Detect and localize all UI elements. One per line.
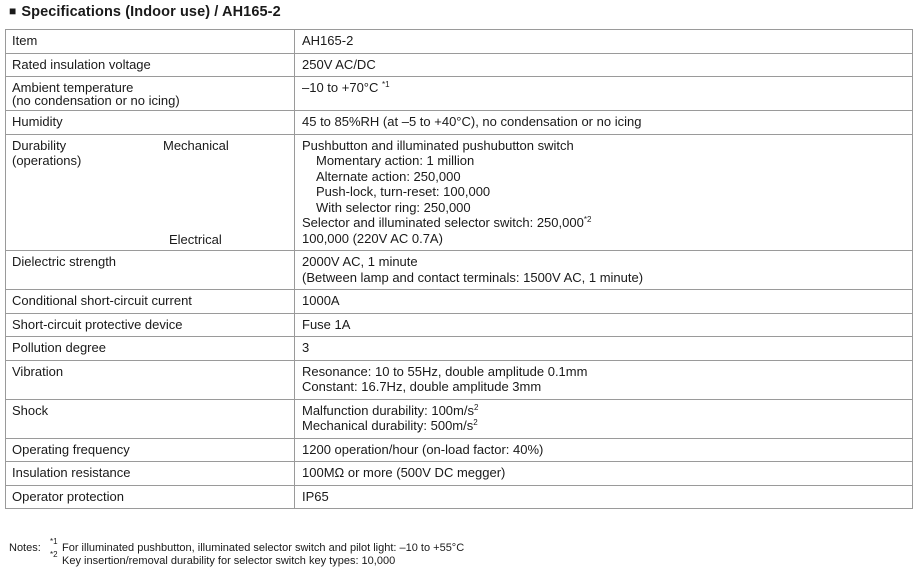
row-value bbox=[295, 134, 913, 251]
row-value: 3 bbox=[295, 337, 913, 361]
ambient-label-sub: (no condensation or no icing) bbox=[12, 93, 180, 108]
row-label: Vibration bbox=[6, 360, 295, 399]
table-row-pollution-degree bbox=[6, 337, 913, 361]
vibration-line: Resonance: 10 to 55Hz, double amplitude 0.1mm bbox=[302, 363, 588, 379]
footnotes bbox=[9, 537, 465, 568]
row-value: 250V AC/DC bbox=[295, 53, 913, 77]
footnote-ref-1: *1 bbox=[382, 80, 390, 89]
notes-label: Notes: bbox=[9, 542, 41, 554]
mechanical-label: Mechanical bbox=[163, 137, 229, 153]
table-row-item bbox=[6, 30, 913, 54]
row-label: Insulation resistance bbox=[6, 462, 295, 486]
table-row-rated-voltage bbox=[6, 53, 913, 77]
shock-line: Malfunction durability: 100m/s bbox=[302, 402, 474, 418]
table-row-durability bbox=[6, 134, 913, 251]
footnote-text: Key insertion/removal durability for selector switch key types: 10,000 bbox=[62, 555, 396, 567]
durability-line: Push-lock, turn-reset: 100,000 bbox=[316, 184, 491, 199]
durability-label: Durability bbox=[12, 137, 67, 153]
exponent: 2 bbox=[473, 418, 478, 427]
table-row-operating-frequency bbox=[6, 438, 913, 462]
row-value: 100MΩ or more (500V DC megger) bbox=[295, 462, 913, 486]
section-title bbox=[9, 4, 281, 20]
row-label: Operating frequency bbox=[6, 438, 295, 462]
row-label: Operator protection bbox=[6, 485, 295, 509]
row-value: 1000A bbox=[295, 290, 913, 314]
table-row-shock bbox=[6, 399, 913, 438]
footnote-item bbox=[9, 537, 465, 555]
row-label bbox=[6, 77, 295, 111]
durability-line: With selector ring: 250,000 bbox=[316, 199, 471, 215]
vibration-line: Constant: 16.7Hz, double amplitude 3mm bbox=[302, 379, 542, 394]
exponent: 2 bbox=[473, 402, 479, 412]
durability-line: Pushbutton and illuminated pushubutton switch bbox=[302, 137, 574, 153]
row-label: Pollution degree bbox=[6, 337, 295, 361]
specifications-table bbox=[5, 29, 913, 509]
table-row-ambient-temperature bbox=[6, 77, 913, 111]
footnote-item bbox=[9, 550, 464, 568]
ambient-value: –10 to +70°C bbox=[302, 80, 383, 95]
square-bullet-icon: ■ bbox=[9, 4, 17, 18]
footnote-mark: *2 bbox=[50, 550, 58, 559]
durability-line: 100,000 (220V AC 0.7A) bbox=[302, 230, 443, 246]
durability-line: Selector and illuminated selector switch: 250,000 bbox=[302, 215, 584, 230]
ambient-label: Ambient temperature bbox=[12, 80, 134, 95]
row-label: Conditional short-circuit current bbox=[6, 290, 295, 314]
durability-line: Alternate action: 250,000 bbox=[316, 168, 461, 184]
row-value: 1200 operation/hour (on-load factor: 40%) bbox=[295, 438, 913, 462]
row-value bbox=[295, 251, 913, 290]
dielectric-line: 2000V AC, 1 minute bbox=[302, 254, 418, 269]
row-value bbox=[295, 77, 913, 111]
table-row-vibration bbox=[6, 360, 913, 399]
row-value: 45 to 85%RH (at –5 to +40°C), no condensation or no icing bbox=[295, 111, 913, 135]
row-value bbox=[295, 399, 913, 438]
footnote-ref-2: *2 bbox=[583, 215, 592, 224]
row-label: Item bbox=[6, 30, 295, 54]
table-row-short-circuit-device bbox=[6, 313, 913, 337]
table-row-insulation-resistance bbox=[6, 462, 913, 486]
row-value bbox=[295, 360, 913, 399]
row-value: IP65 bbox=[295, 485, 913, 509]
durability-line: Momentary action: 1 million bbox=[316, 153, 475, 168]
row-label: Shock bbox=[6, 399, 295, 438]
section-title-text: Specifications (Indoor use) / AH165-2 bbox=[21, 4, 281, 20]
dielectric-line: (Between lamp and contact terminals: 1500V AC, 1 minute) bbox=[302, 269, 644, 285]
row-value: Fuse 1A bbox=[295, 313, 913, 337]
table-row-dielectric-strength bbox=[6, 251, 913, 290]
row-label bbox=[6, 134, 295, 251]
footnote-mark: *1 bbox=[50, 537, 58, 546]
table-row-operator-protection bbox=[6, 485, 913, 509]
row-label: Dielectric strength bbox=[6, 251, 295, 290]
shock-line: Mechanical durability: 500m/s bbox=[302, 418, 474, 433]
footnote-text: For illuminated pushbutton, illuminated selector switch and pilot light: –10 to +55°C bbox=[62, 542, 465, 554]
table-row-short-circuit-current bbox=[6, 290, 913, 314]
row-label: Short-circuit protective device bbox=[6, 313, 295, 337]
electrical-label: Electrical bbox=[169, 231, 222, 247]
row-label: Rated insulation voltage bbox=[6, 53, 295, 77]
row-value: AH165-2 bbox=[295, 30, 913, 54]
row-label: Humidity bbox=[6, 111, 295, 135]
table-row-humidity bbox=[6, 111, 913, 135]
durability-label-sub: (operations) bbox=[12, 153, 82, 168]
